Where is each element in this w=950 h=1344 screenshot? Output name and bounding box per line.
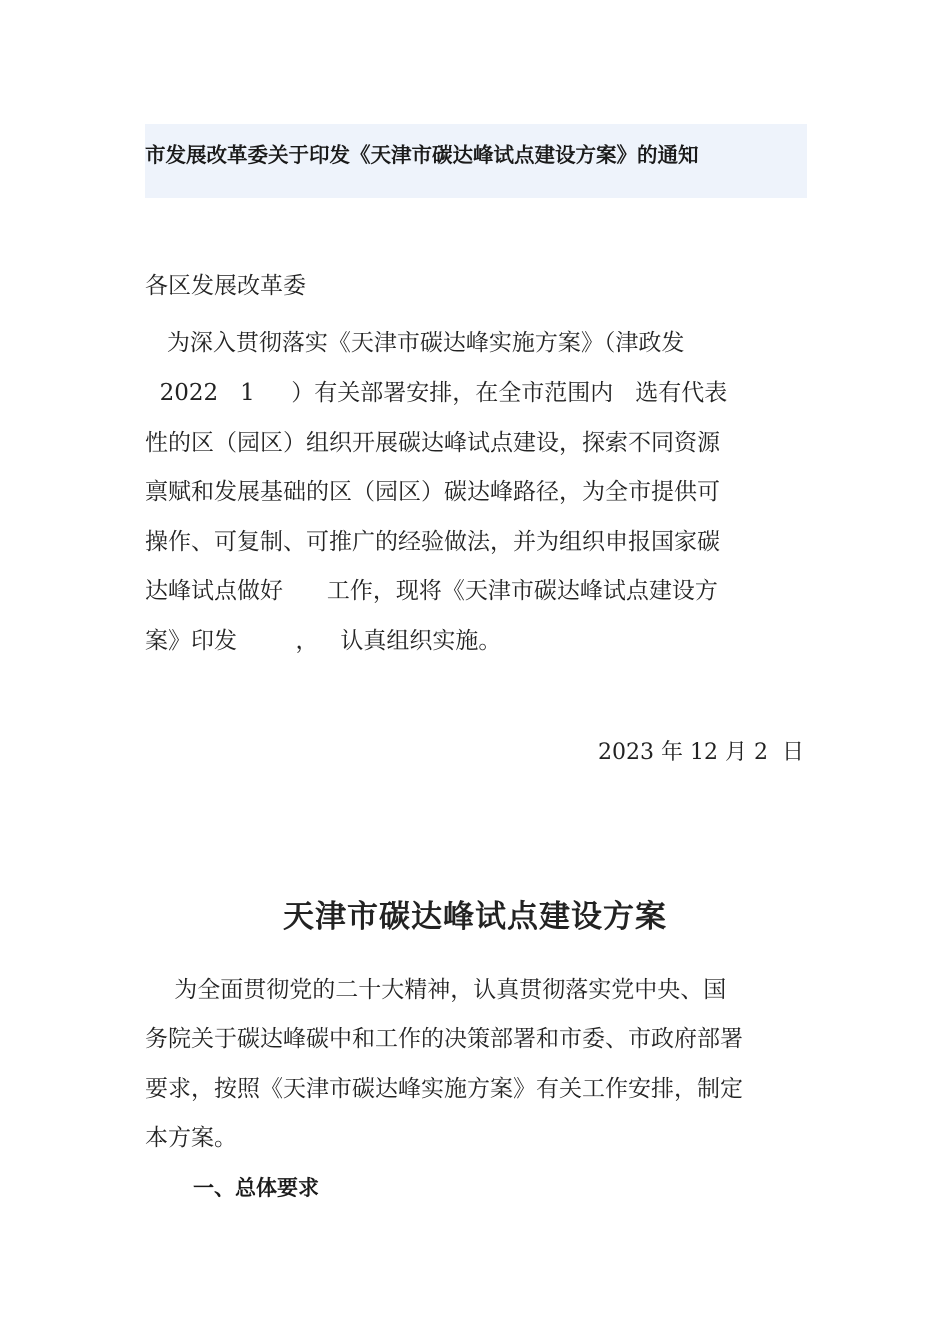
plan-intro-line: 务院关于碳达峰碳中和工作的决策部署和市委、市政府部署 [145,1026,743,1052]
plan-title: 天津市碳达峰试点建设方案 [283,899,667,935]
plan-intro-line: 要求，按照《天津市碳达峰实施方案》有关工作安排，制定 [145,1076,743,1102]
notice-body-line: 达峰试点做好 工作，现将《天津市碳达峰试点建设方 [145,578,718,604]
notice-body-line: 案》印发 ， 认真组织实施。 [145,628,502,654]
notice-body-line: 性的区（园区）组织开展碳达峰试点建设，探索不同资源 [145,430,720,456]
plan-intro-line: 本方案。 [145,1125,237,1151]
plan-intro-line: 为全面贯彻党的二十大精神，认真贯彻落实党中央、国 [145,977,727,1003]
salutation: 各区发展改革委 [145,273,306,299]
notice-body-line: 操作、可复制、可推广的经验做法，并为组织申报国家碳 [145,529,720,555]
notice-body-line: 2022 1 ）有关部署安排，在全市范围内 选有代表 [145,380,728,406]
notice-title-bar [145,124,807,198]
section-heading: 一、总体要求 [193,1176,319,1200]
notice-title: 市发展改革委关于印发《天津市碳达峰试点建设方案》的通知 [145,143,699,167]
notice-date: 2023 年 12 月 2 日 [598,740,804,765]
notice-body-line: 为深入贯彻落实《天津市碳达峰实施方案》（津政发 [145,330,685,356]
notice-body-line: 禀赋和发展基础的区（园区）碳达峰路径，为全市提供可 [145,479,720,505]
